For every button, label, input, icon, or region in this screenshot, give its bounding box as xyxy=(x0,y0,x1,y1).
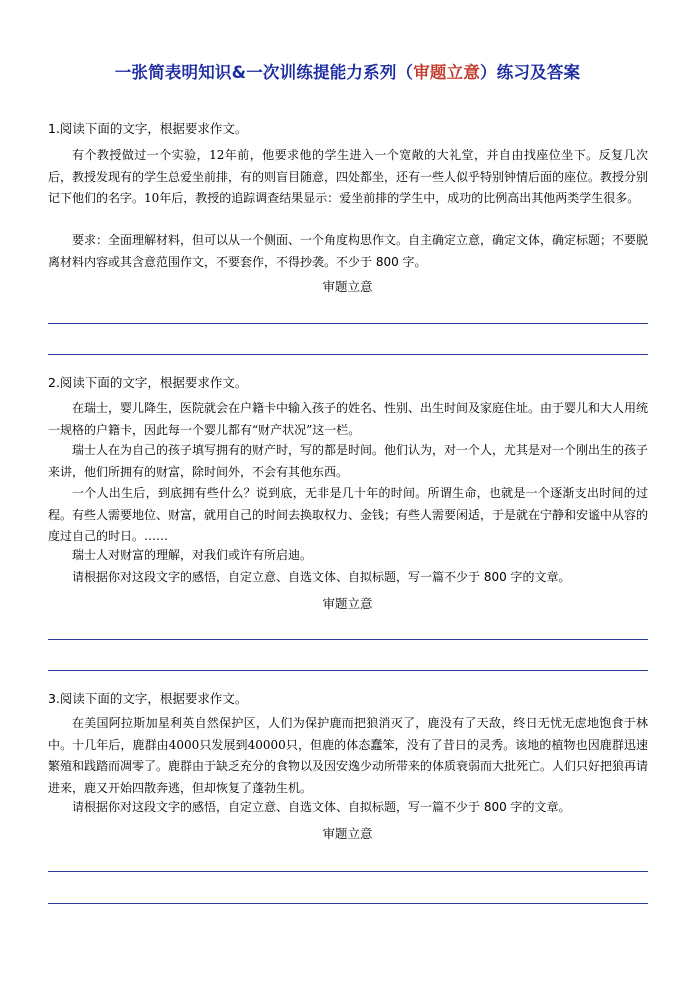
answer-line xyxy=(48,323,648,324)
question-2-sublabel: 审题立意 xyxy=(322,596,373,611)
question-3-material: 在美国阿拉斯加星利英自然保护区，人们为保护鹿而把狼消灭了，鹿没有了天敌，终日无忧无虑地饱食于林中。十几年后，鹿群由4000只发展到40000只，但鹿的体态蠢笨，没有了昔日的灵秀。该地的植物也因鹿群迅速繁殖和践踏而凋零了。鹿群由于缺乏充分的食物以及因安逸少动所带来的体质衰弱而大批死亡。人们只好把狼再请进来，鹿又开始四散奔逃，但却恢复了蓬勃生机。 xyxy=(48,716,649,795)
page-title xyxy=(0,59,695,83)
question-2-material-2: 瑞士人在为自己的孩子填写拥有的财产时，写的都是时间。他们认为，对一个人，尤其是对一个刚出生的孩子来讲，他们所拥有的财富，除时间外，不会有其他东西。 xyxy=(48,443,649,479)
question-3-sublabel: 审题立意 xyxy=(322,826,373,841)
answer-line xyxy=(48,670,648,671)
question-1-heading: 1.阅读下面的文字，根据要求作文。 xyxy=(48,121,248,136)
question-2-material-3: 一个人出生后，到底拥有些什么？说到底，无非是几十年的时间。所谓生命，也就是一个逐渐支出时间的过程。有些人需要地位、财富，就用自己的时间去换取权力、金钱；有些人需要闲适，于是就在宁静和安谧中从容的度过自己的时日。…… xyxy=(48,486,649,543)
question-1-sublabel: 审题立意 xyxy=(322,279,373,294)
question-3-requirement: 请根据你对这段文字的感悟，自定立意、自选文体、自拟标题，写一篇不少于 800 字的文章。 xyxy=(72,800,571,814)
answer-line xyxy=(48,871,648,872)
title-part2: ）练习及答案 xyxy=(480,63,581,82)
answer-line xyxy=(48,354,648,355)
answer-line xyxy=(48,639,648,640)
question-2-requirement: 请根据你对这段文字的感悟，自定立意、自选文体、自拟标题，写一篇不少于 800 字的文章。 xyxy=(72,570,571,584)
question-2-note: 瑞士人对财富的理解，对我们或许有所启迪。 xyxy=(72,548,313,562)
question-2-material-1: 在瑞士，婴儿降生，医院就会在户籍卡中输入孩子的姓名、性别、出生时间及家庭住址。由于婴儿和大人用统一规格的户籍卡，因此每一个婴儿都有“财产状况”这一栏。 xyxy=(48,401,649,437)
answer-line xyxy=(48,903,648,904)
question-3-heading: 3.阅读下面的文字，根据要求作文。 xyxy=(48,691,248,706)
question-1-requirement: 要求：全面理解材料，但可以从一个侧面、一个角度构思作文。自主确定立意，确定文体，确定标题；不要脱离材料内容或其含意范围作文，不要套作，不得抄袭。不少于 800 字。 xyxy=(48,233,649,269)
question-2-heading: 2.阅读下面的文字，根据要求作文。 xyxy=(48,375,248,390)
title-part1: 一张简表明知识&一次训练提能力系列（ xyxy=(114,63,414,82)
question-1-material: 有个教授做过一个实验，12年前，他要求他的学生进入一个宽敞的大礼堂，并自由找座位坐下。反复几次后，教授发现有的学生总爱坐前排，有的则盲目随意，四处都坐，还有一些人似乎特别钟情后面的座位。教授分别记下他们的名字。10年后，教授的追踪调查结果显示：爱坐前排的学生中，成功的比例高出其他两类学生很多。 xyxy=(48,148,649,205)
title-accent: 审题立意 xyxy=(413,63,481,82)
